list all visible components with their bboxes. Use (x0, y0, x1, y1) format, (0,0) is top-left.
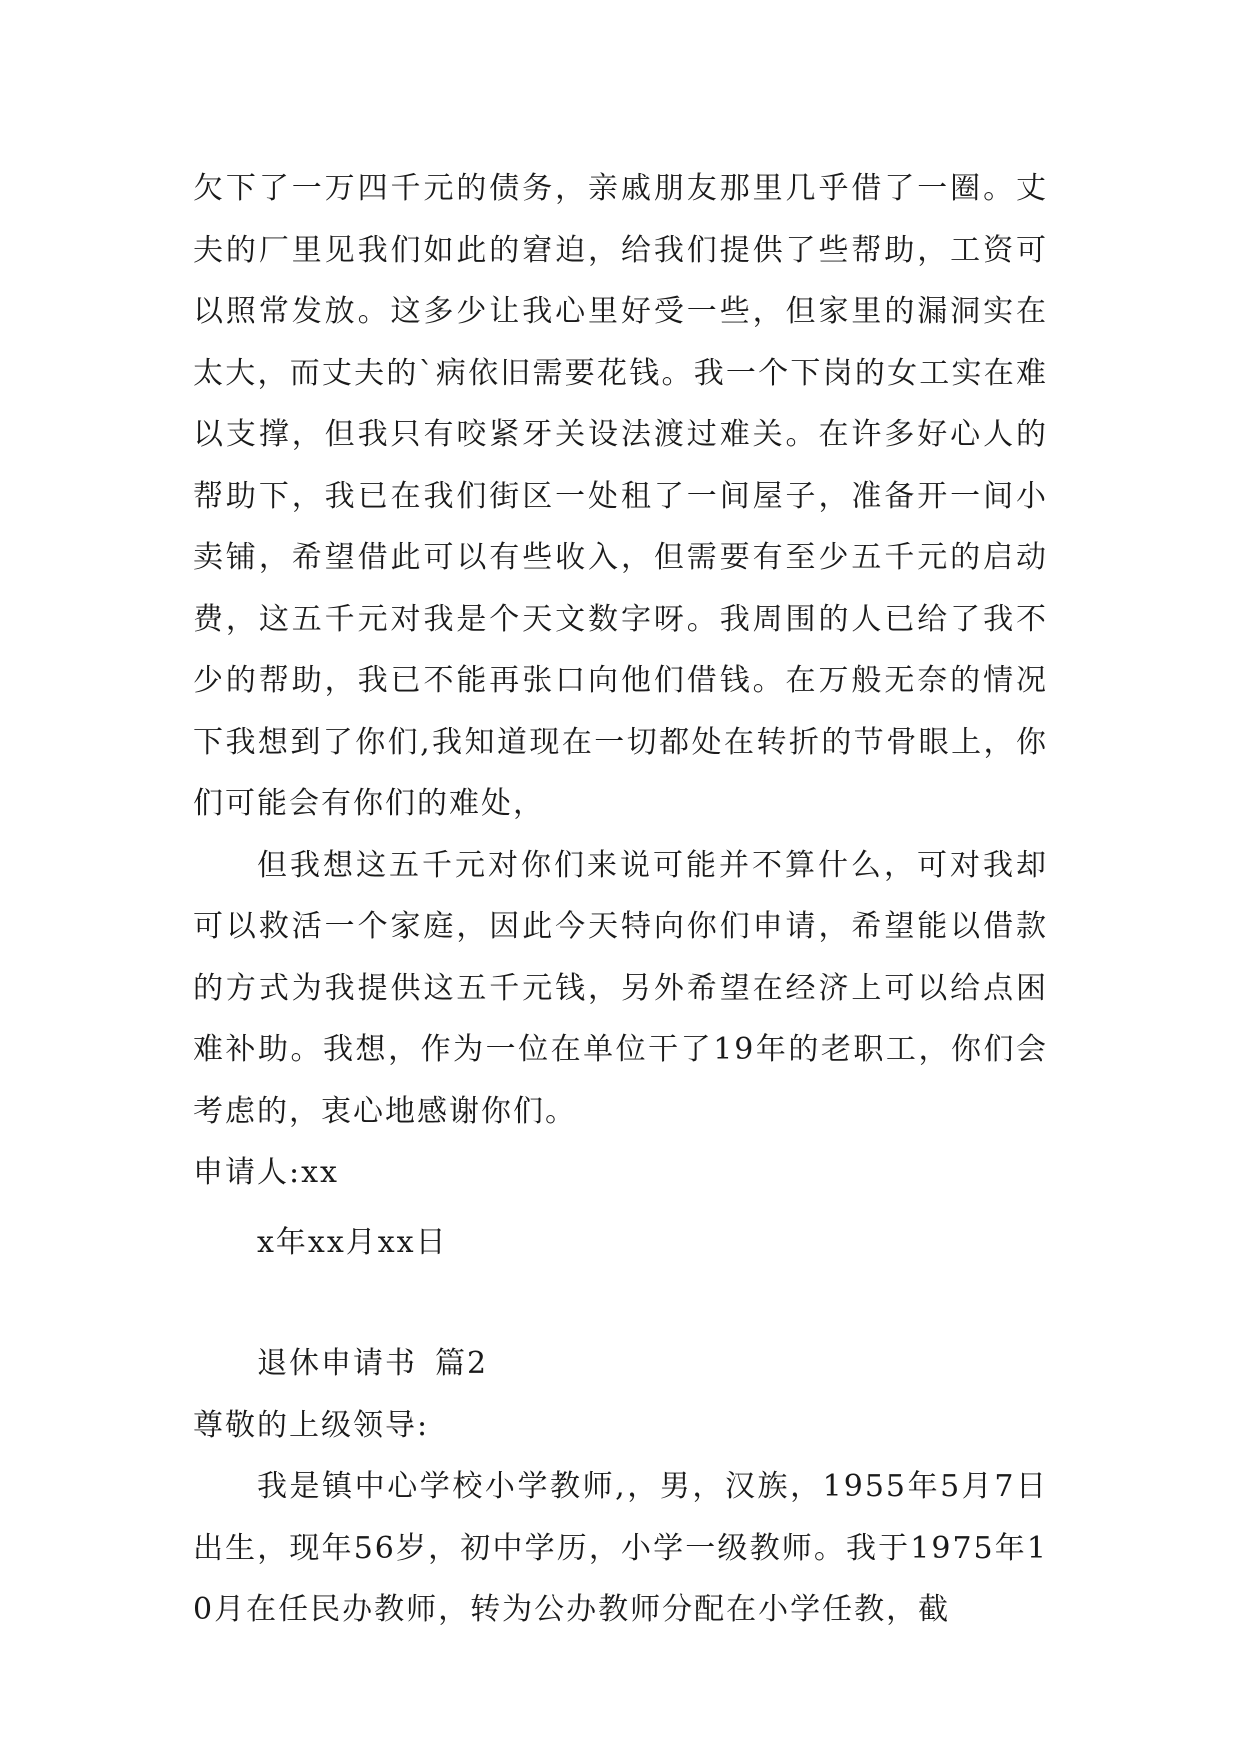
signature-date: x年xx月xx日 (257, 1224, 448, 1260)
body-paragraph-1: 欠下了一万四千元的债务，亲戚朋友那里几乎借了一圈。丈夫的厂里见我们如此的窘迫，给我们提供了些帮助，工资可以照常发放。这多少让我心里好受一些，但家里的漏洞实在太大，而丈夫的`病依旧需要花钱。我一个下岗的女工实在难以支撑，但我只有咬紧牙关设法渡过难关。在许多好心人的帮助下，我已在我们街区一处租了一间屋子，准备开一间小卖铺，希望借此可以有些收入，但需要有至少五千元的启动费，这五千元对我是个天文数字呀。我周围的人已给了我不少的帮助，我已不能再张口向他们借钱。在万般无奈的情况下我想到了你们,我知道现在一切都处在转折的节骨眼上，你们可能会有你们的难处， (193, 171, 1048, 821)
document-page (193, 158, 1048, 1641)
section-number: 篇2 (435, 1346, 489, 1381)
salutation: 尊敬的上级领导: (193, 1407, 430, 1443)
body-paragraph-2: 但我想这五千元对你们来说可能并不算什么，可对我却可以救活一个家庭，因此今天特向你们申请，希望能以借款的方式为我提供这五千元钱，另外希望在经济上可以给点困难补助。我想，作为一位在单位干了19年的老职工，你们会考虑的，衷心地感谢你们。 (193, 847, 1048, 1129)
applicant-signature: 申请人:xx (193, 1155, 339, 1190)
section-heading (193, 1333, 1048, 1395)
body-paragraph-3: 我是镇中心学校小学教师,，男，汉族，1955年5月7日出生，现年56岁，初中学历，小学一级教师。我于1975年10月在任民办教师，转为公办教师分配在小学任教，截 (193, 1469, 1048, 1627)
section-title: 退休申请书 (257, 1346, 417, 1381)
